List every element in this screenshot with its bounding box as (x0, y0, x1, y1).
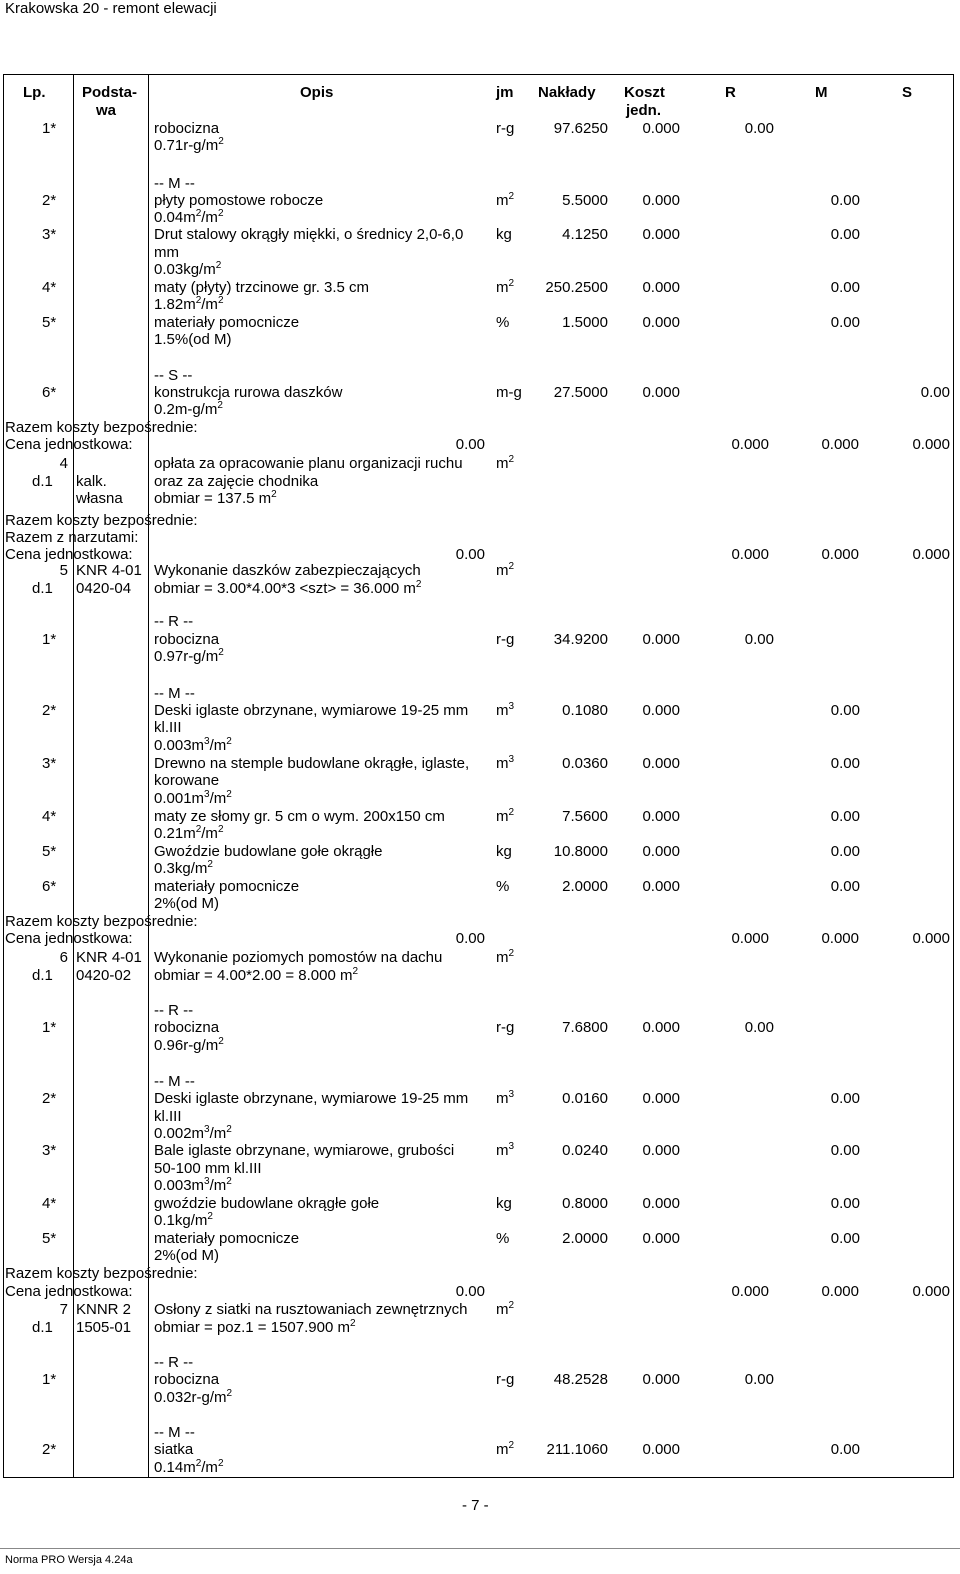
table-cell: $m^2$ (496, 454, 515, 472)
table-cell: 0.00 (744, 1371, 774, 1388)
table-cell: $0.04m^2/m^2$ (154, 208, 224, 226)
table-cell: $0.003m^3/m^2$ (154, 736, 232, 754)
table-cell: $m^3$ (496, 701, 515, 719)
table-cell: opłata za opracowanie planu organizacji ruchu (154, 455, 463, 472)
table-cell: 5.5000 (562, 192, 608, 209)
table-cell: kg (496, 226, 512, 243)
table-cell: 1.5%(od M) (154, 331, 232, 348)
header-opis: Opis (300, 84, 334, 101)
table-cell: 0.000 (642, 1142, 680, 1159)
table-cell: 2* (42, 1441, 57, 1458)
table-cell: kl.III (154, 1108, 182, 1125)
table-cell: Deski iglaste obrzynane, wymiarowe 19-25 mm (154, 702, 469, 719)
table-left-border (3, 74, 4, 1478)
table-cell: -- M -- (154, 1424, 195, 1441)
table-cell: 0.000 (642, 1019, 680, 1036)
table-cell: 2.0000 (562, 1230, 608, 1247)
table-cell: 1* (42, 1371, 57, 1388)
table-cell: $m^2$ (496, 1440, 515, 1458)
table-cell: 0.0360 (562, 755, 608, 772)
table-cell: Drewno na stemple budowlane okrągłe, iglaste, (154, 755, 470, 772)
table-cell: obmiar = 137.5 $m^2$ (154, 489, 277, 507)
table-cell: d.1 (32, 1319, 53, 1336)
table-cell: 3* (42, 226, 57, 243)
table-cell: Razem koszty bezpośrednie: (5, 1265, 198, 1282)
table-cell: Deski iglaste obrzynane, wymiarowe 19-25 mm (154, 1090, 469, 1107)
table-cell: $0.032r-g/m^2$ (154, 1388, 233, 1406)
table-cell: 0420-04 (76, 580, 132, 597)
table-cell: Cena jednostkowa: (5, 1283, 133, 1300)
table-cell: własna (76, 490, 123, 507)
table-cell: 0.0160 (562, 1090, 608, 1107)
table-cell: 0.000 (642, 755, 680, 772)
table-cell: 50-100 mm kl.III (154, 1160, 262, 1177)
table-cell: materiały pomocnicze (154, 314, 300, 331)
table-cell: 7.5600 (562, 808, 608, 825)
table-cell: maty ze słomy gr. 5 cm o wym. 200x150 cm (154, 808, 445, 825)
table-cell: 10.8000 (553, 843, 608, 860)
table-cell: robocizna (154, 120, 220, 137)
table-cell: 7 (59, 1301, 68, 1318)
table-cell: $0.002m^3/m^2$ (154, 1124, 232, 1142)
table-cell: $0.1kg/m^2$ (154, 1211, 213, 1229)
table-cell: 0.000 (642, 1090, 680, 1107)
table-cell: 0.00 (455, 546, 485, 563)
software-version: Norma PRO Wersja 4.24a (5, 1554, 133, 1566)
table-cell: 97.6250 (553, 120, 608, 137)
table-cell: 1* (42, 631, 57, 648)
table-cell: 0.00 (830, 878, 860, 895)
table-cell: 0.00 (744, 120, 774, 137)
table-cell: 2%(od M) (154, 1247, 220, 1264)
table-cell: 4* (42, 279, 57, 296)
table-cell: 0.000 (821, 436, 859, 453)
table-cell: 0.00 (830, 843, 860, 860)
table-cell: Cena jednostkowa: (5, 546, 133, 563)
table-cell: robocizna (154, 631, 220, 648)
table-cell: 211.1060 (546, 1441, 608, 1458)
table-cell: $m^2$ (496, 948, 515, 966)
table-cell: 0.000 (912, 546, 950, 563)
table-cell: Bale iglaste obrzynane, wymiarowe, grubości (154, 1142, 455, 1159)
table-cell: Cena jednostkowa: (5, 930, 133, 947)
table-cell: r-g (496, 120, 515, 137)
table-cell: $0.2m-g/m^2$ (154, 400, 223, 418)
table-cell: 0.00 (830, 808, 860, 825)
table-cell: $m^3$ (496, 754, 515, 772)
table-cell: $0.97r-g/m^2$ (154, 647, 224, 665)
table-cell: 0.00 (830, 192, 860, 209)
table-cell: 0.00 (830, 1441, 860, 1458)
table-top-border (3, 74, 954, 75)
table-cell: 0.000 (642, 878, 680, 895)
table-cell: 0.00 (830, 1090, 860, 1107)
page-number: - 7 - (462, 1497, 489, 1514)
table-cell: $0.03kg/m^2$ (154, 260, 222, 278)
document-title: Krakowska 20 - remont elewacji (5, 0, 217, 17)
header-s: S (902, 84, 913, 101)
table-right-border (953, 74, 954, 1478)
table-cell: $0.21m^2/m^2$ (154, 824, 224, 842)
header-koszt-line1: Koszt (624, 84, 665, 101)
table-cell: 0.00 (455, 930, 485, 947)
table-cell: % (496, 878, 510, 895)
table-cell: Razem koszty bezpośrednie: (5, 913, 198, 930)
table-cell: 1* (42, 1019, 57, 1036)
table-cell: $m^2$ (496, 278, 515, 296)
table-cell: d.1 (32, 967, 53, 984)
table-cell: -- R -- (154, 1002, 194, 1019)
table-cell: kg (496, 843, 512, 860)
table-cell: 6* (42, 384, 57, 401)
table-cell: 0.00 (920, 384, 950, 401)
header-lp: Lp. (23, 84, 46, 101)
table-cell: 5* (42, 314, 57, 331)
table-cell: 0.00 (830, 755, 860, 772)
table-bottom-border (3, 1477, 954, 1478)
table-cell: -- S -- (154, 367, 193, 384)
table-cell: -- M -- (154, 1073, 195, 1090)
table-cell: 0.00 (830, 226, 860, 243)
table-cell: $0.71r-g/m^2$ (154, 136, 224, 154)
table-cell: obmiar = 3.00*4.00*3 <szt> = 36.000 $m^2$ (154, 579, 422, 597)
table-cell: $m^3$ (496, 1089, 515, 1107)
table-cell: $m^2$ (496, 1300, 515, 1318)
table-cell: 0.00 (830, 1195, 860, 1212)
table-cell: 0.000 (821, 1283, 859, 1300)
table-cell: kg (496, 1195, 512, 1212)
table-cell: 1.5000 (562, 314, 608, 331)
table-cell: 0.00 (830, 702, 860, 719)
table-cell: 1505-01 (76, 1319, 132, 1336)
table-cell: 0.000 (642, 808, 680, 825)
table-cell: 0.0240 (562, 1142, 608, 1159)
table-cell: obmiar = poz.1 = 1507.900 $m^2$ (154, 1318, 356, 1336)
table-cell: 4* (42, 1195, 57, 1212)
table-cell: Razem z narzutami: (5, 529, 139, 546)
table-cell: 0.000 (731, 930, 769, 947)
table-cell: KNR 4-01 (76, 562, 142, 579)
table-cell: $0.3kg/m^2$ (154, 859, 213, 877)
table-cell: 0.000 (912, 930, 950, 947)
table-cell: 5* (42, 1230, 57, 1247)
table-cell: 7.6800 (562, 1019, 608, 1036)
table-cell: robocizna (154, 1019, 220, 1036)
table-cell: d.1 (32, 473, 53, 490)
table-cell: 2* (42, 192, 57, 209)
table-cell: 0.000 (642, 843, 680, 860)
table-cell: $0.96r-g/m^2$ (154, 1036, 224, 1054)
table-cell: 0.00 (455, 1283, 485, 1300)
table-cell: Wykonanie poziomych pomostów na dachu (154, 949, 443, 966)
table-cell: 4.1250 (562, 226, 608, 243)
table-cell: 3* (42, 1142, 57, 1159)
table-cell: gwoździe budowlane okrągłe gołe (154, 1195, 380, 1212)
table-cell: Cena jednostkowa: (5, 436, 133, 453)
table-cell: 3* (42, 755, 57, 772)
table-cell: 0.000 (731, 436, 769, 453)
table-cell: 0.000 (642, 226, 680, 243)
table-cell: 5 (59, 562, 68, 579)
table-cell: 4* (42, 808, 57, 825)
table-cell: robocizna (154, 1371, 220, 1388)
table-cell: 0.000 (642, 192, 680, 209)
header-koszt-line2: jedn. (626, 102, 662, 119)
table-cell: 0.000 (912, 1283, 950, 1300)
table-cell: 2%(od M) (154, 895, 220, 912)
header-r: R (725, 84, 736, 101)
table-cell: r-g (496, 631, 515, 648)
table-cell: 2* (42, 702, 57, 719)
table-cell: 5* (42, 843, 57, 860)
table-cell: 0.000 (731, 1283, 769, 1300)
table-cell: KNNR 2 (76, 1301, 132, 1318)
table-cell: % (496, 1230, 510, 1247)
table-cell: m-g (496, 384, 522, 401)
table-cell: $0.001m^3/m^2$ (154, 789, 232, 807)
table-cell: 0420-02 (76, 967, 132, 984)
header-jm: jm (496, 84, 514, 101)
table-cell: 2.0000 (562, 878, 608, 895)
table-cell: materiały pomocnicze (154, 878, 300, 895)
table-cell: 34.9200 (553, 631, 608, 648)
table-cell: korowane (154, 772, 220, 789)
table-cell: $m^2$ (496, 561, 515, 579)
table-cell: konstrukcja rurowa daszków (154, 384, 343, 401)
table-cell: 6 (59, 949, 68, 966)
table-cell: 0.00 (830, 314, 860, 331)
table-cell: Razem koszty bezpośrednie: (5, 419, 198, 436)
table-cell: 0.000 (642, 279, 680, 296)
table-cell: % (496, 314, 510, 331)
table-cell: 0.00 (830, 279, 860, 296)
table-cell: Osłony z siatki na rusztowaniach zewnętrznych (154, 1301, 468, 1318)
table-cell: -- M -- (154, 175, 195, 192)
table-cell: 0.000 (642, 1230, 680, 1247)
table-cell: kalk. (76, 473, 107, 490)
table-cell: Wykonanie daszków zabezpieczających (154, 562, 421, 579)
table-cell: 0.1080 (562, 702, 608, 719)
table-cell: obmiar = 4.00*2.00 = 8.000 $m^2$ (154, 966, 359, 984)
table-cell: $1.82m^2/m^2$ (154, 295, 224, 313)
table-cell: 0.000 (642, 702, 680, 719)
table-cell: r-g (496, 1019, 515, 1036)
table-cell: 250.2500 (545, 279, 608, 296)
table-cell: siatka (154, 1441, 194, 1458)
header-naklady: Nakłady (538, 84, 596, 101)
table-cell: 0.000 (731, 546, 769, 563)
table-cell: 0.000 (642, 120, 680, 137)
table-cell: 1* (42, 120, 57, 137)
table-cell: r-g (496, 1371, 515, 1388)
table-cell: 0.00 (455, 436, 485, 453)
table-cell: płyty pomostowe robocze (154, 192, 324, 209)
table-cell: 0.000 (642, 384, 680, 401)
table-cell: 4 (59, 455, 68, 472)
table-cell: mm (154, 244, 179, 261)
table-cell: 27.5000 (553, 384, 608, 401)
table-cell: Gwoździe budowlane gołe okrągłe (154, 843, 383, 860)
table-cell: 0.000 (642, 1195, 680, 1212)
table-cell: maty (płyty) trzcinowe gr. 3.5 cm (154, 279, 370, 296)
header-m: M (815, 84, 828, 101)
table-cell: 0.000 (821, 930, 859, 947)
table-cell: 0.000 (821, 546, 859, 563)
table-cell: 0.00 (744, 631, 774, 648)
footer-divider (0, 1548, 960, 1549)
table-cell: oraz za zajęcie chodnika (154, 473, 319, 490)
header-podstawa-line1: Podsta- (82, 84, 138, 101)
table-cell: 0.000 (642, 1441, 680, 1458)
table-cell: Drut stalowy okrągły miękki, o średnicy 2,0-6,0 (154, 226, 464, 243)
table-cell: 0.00 (830, 1142, 860, 1159)
table-cell: 0.000 (642, 314, 680, 331)
table-cell: 0.00 (830, 1230, 860, 1247)
table-cell: d.1 (32, 580, 53, 597)
table-cell: 0.000 (642, 631, 680, 648)
table-cell: kl.III (154, 719, 182, 736)
table-cell: 6* (42, 878, 57, 895)
table-cell: KNR 4-01 (76, 949, 142, 966)
table-cell: $m^3$ (496, 1141, 515, 1159)
table-cell: 2* (42, 1090, 57, 1107)
table-cell: $0.14m^2/m^2$ (154, 1458, 224, 1476)
table-cell: -- R -- (154, 613, 194, 630)
table-cell: Razem koszty bezpośrednie: (5, 512, 198, 529)
table-cell: 0.000 (912, 436, 950, 453)
table-cell: $m^2$ (496, 191, 515, 209)
table-cell: 0.8000 (562, 1195, 608, 1212)
table-cell: 0.00 (744, 1019, 774, 1036)
table-cell: 0.000 (642, 1371, 680, 1388)
table-cell: -- M -- (154, 685, 195, 702)
table-cell: $m^2$ (496, 807, 515, 825)
table-cell: $0.003m^3/m^2$ (154, 1176, 232, 1194)
header-podstawa-line2: wa (96, 102, 117, 119)
table-cell: 48.2528 (553, 1371, 608, 1388)
table-cell: -- R -- (154, 1354, 194, 1371)
table-cell: materiały pomocnicze (154, 1230, 300, 1247)
